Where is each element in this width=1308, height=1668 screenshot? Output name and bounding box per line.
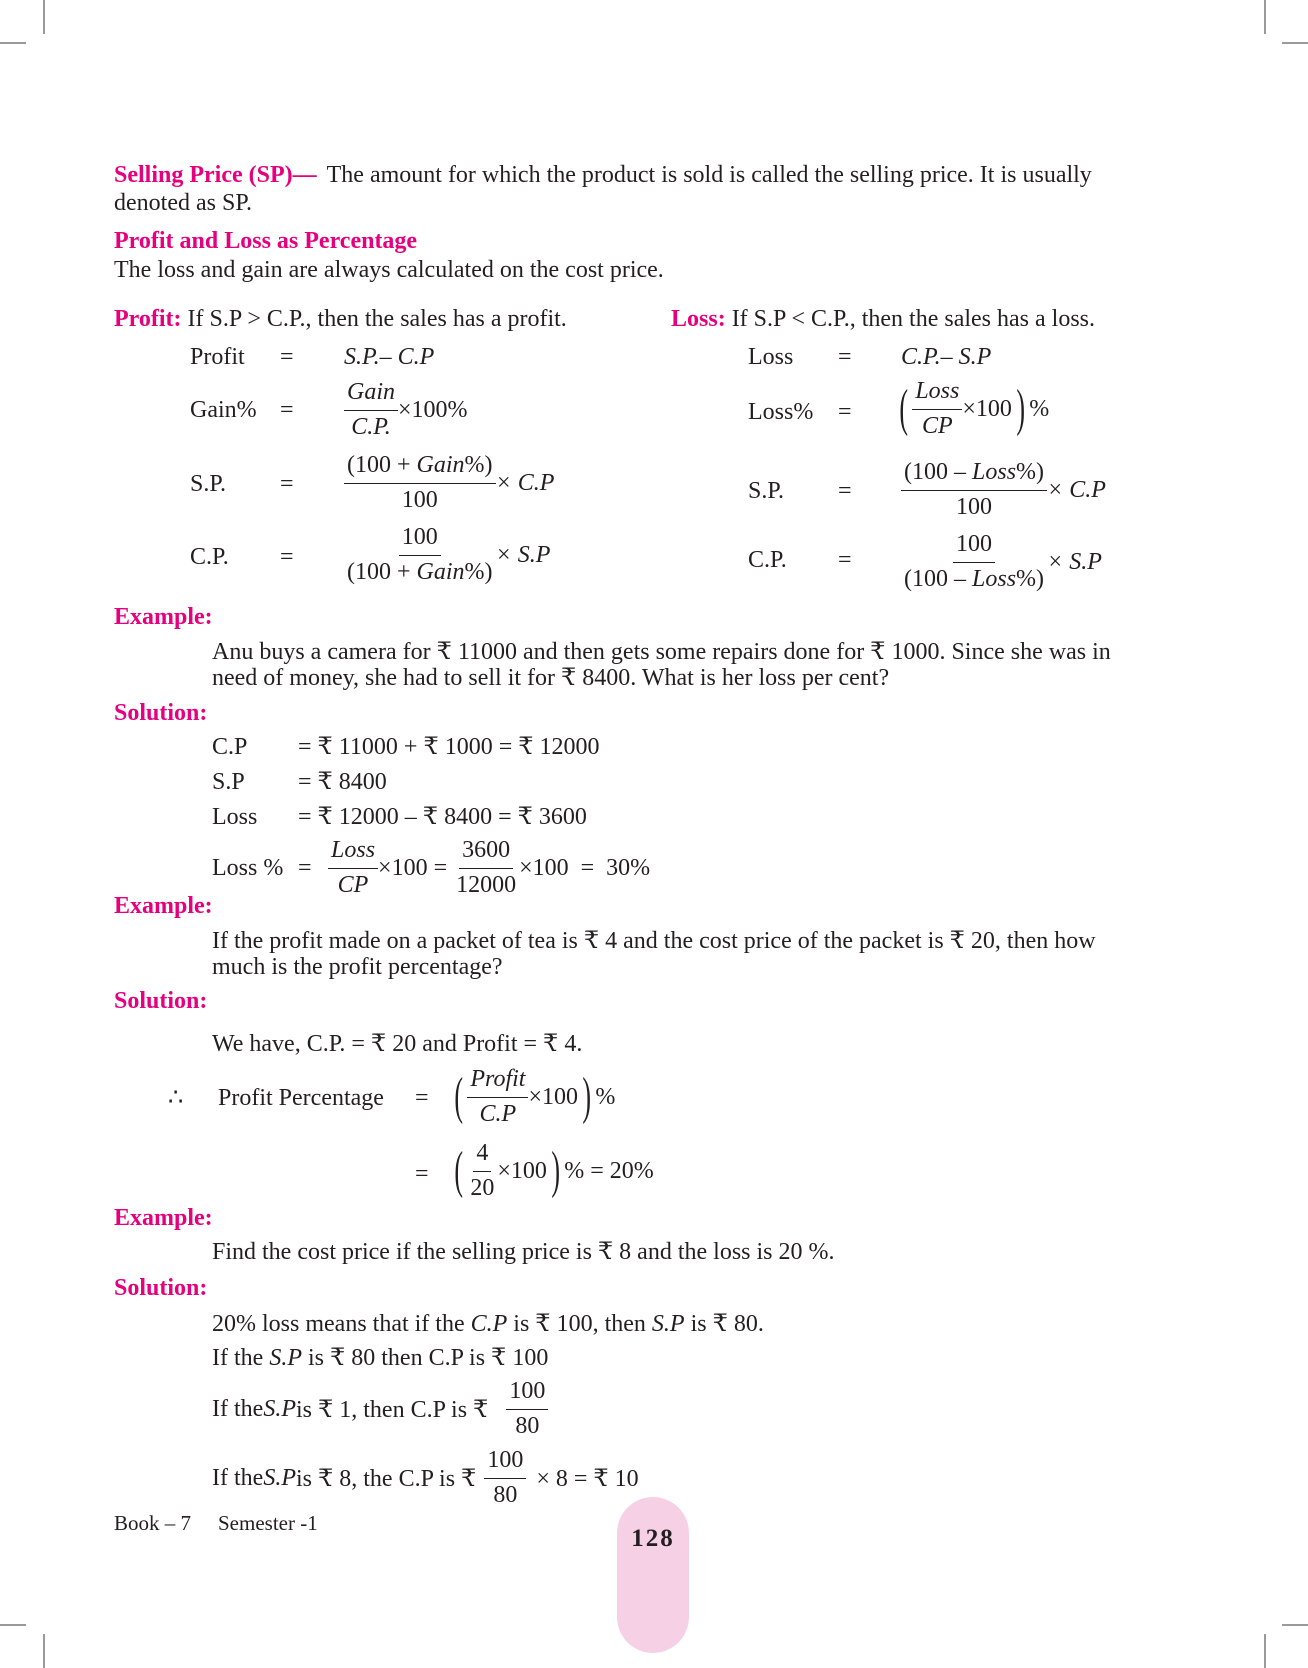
multiplier: ×100 [962, 395, 1012, 422]
crop-mark [1282, 1624, 1308, 1626]
loss-cp-formula [901, 531, 1102, 593]
multiplier: × S.P [1047, 548, 1102, 575]
example3-text: Find the cost price if the selling price is ₹ 8 and the loss is 20 %. [212, 1239, 835, 1265]
denominator: CP [922, 412, 953, 439]
denominator: CP [337, 871, 369, 898]
footer-semester: Semester -1 [218, 1511, 318, 1535]
profit-row3-eq: = [280, 471, 294, 497]
profit-sp-formula [344, 452, 554, 514]
loss-row1-lhs: Loss [748, 344, 794, 370]
denominator: (100 + Gain%) [347, 558, 493, 585]
loss-percent-formula [895, 378, 1049, 440]
profit-row2-eq: = [280, 397, 294, 423]
right-paren: ) [582, 1068, 591, 1126]
crop-mark [1264, 0, 1266, 34]
profit-row2-lhs: Gain% [190, 397, 257, 423]
loss-row2-lhs: Loss% [748, 399, 814, 425]
ex2-profit-pct-formula [450, 1066, 615, 1128]
fraction [901, 531, 1047, 593]
profit-row1-rhs: S.P.– C.P [344, 344, 435, 370]
profit-row1-eq: = [280, 344, 294, 370]
numerator: 4 [473, 1140, 491, 1172]
example-label: Example: [114, 893, 213, 919]
numerator: 3600 [459, 837, 513, 869]
loss-row2-eq: = [838, 399, 852, 425]
fraction [901, 459, 1047, 521]
example-label: Example: [114, 1205, 213, 1231]
profit-label: Profit: [114, 306, 182, 332]
sp-definition-line2: denoted as SP. [114, 190, 252, 216]
fraction [467, 1140, 497, 1202]
page-number: 128 [631, 1525, 675, 1552]
multiplier: × C.P [1047, 476, 1106, 503]
crop-mark [43, 0, 45, 34]
numerator: Loss [912, 378, 962, 410]
solution-label: Solution: [114, 1275, 208, 1301]
loss-row1-rhs: C.P.– S.P [901, 344, 992, 370]
left-paren: ( [454, 1068, 463, 1126]
multiplier: ×100 [497, 1157, 547, 1184]
numerator: 100 [506, 1378, 548, 1410]
result: % = 20% [564, 1157, 654, 1184]
denominator: 20 [470, 1174, 495, 1201]
numerator: Gain [344, 379, 398, 411]
numerator: 100 [399, 524, 441, 556]
ex1-loss-pct-formula [328, 837, 650, 899]
ex3-step2: If the S.P is ₹ 80 then C.P is ₹ 100 [212, 1345, 549, 1371]
loss-row1-eq: = [838, 344, 852, 370]
denominator: 80 [515, 1412, 540, 1439]
profit-row3-lhs: S.P. [190, 471, 227, 497]
profit-gain-percent-formula [344, 379, 468, 441]
numerator: (100 – Loss%) [901, 459, 1047, 491]
multiplier: × C.P [495, 469, 555, 496]
crop-mark [1282, 42, 1308, 44]
ex3-step3: If the S.P is ₹ 1, then C.P is ₹ $\frac{100}{80}$ [212, 1378, 548, 1440]
numerator: Loss [328, 837, 378, 869]
crop-mark [43, 1634, 45, 1668]
sp-definition-text: The amount for which the product is sold is called the selling price. It is usually [326, 162, 1092, 188]
result: ×100 = 30% [519, 854, 651, 881]
multiplier: ×100 = [378, 854, 448, 881]
solution-label: Solution: [114, 700, 208, 726]
right-paren: ) [1016, 380, 1025, 438]
percent-sign: % [1029, 395, 1050, 422]
ex3-step4: If the S.P is ₹ 8, the C.P is ₹ $\frac{100}{80}$ × 8 = ₹ 10 [212, 1447, 639, 1508]
crop-mark [0, 1624, 26, 1626]
example2-text-line2: much is the profit percentage? [212, 954, 503, 980]
ex1-loss-lhs: Loss [212, 804, 258, 830]
profit-row4-lhs: C.P. [190, 544, 229, 570]
profit-row1-lhs: Profit [190, 344, 245, 370]
fraction [484, 1447, 526, 1509]
fraction [344, 524, 496, 586]
ex1-cp-rhs: = ₹ 11000 + ₹ 1000 = ₹ 12000 [298, 734, 600, 760]
right-paren: ) [551, 1142, 560, 1200]
section-heading: Profit and Loss as Percentage [114, 228, 418, 254]
loss-row3-lhs: S.P. [748, 478, 785, 504]
numerator: Profit [467, 1066, 528, 1098]
denominator: 100 [401, 486, 438, 513]
ex1-loss-pct-eq: = [298, 855, 312, 881]
fraction [344, 379, 398, 441]
profit-row4-eq: = [280, 544, 294, 570]
ex2-result-formula [450, 1140, 654, 1202]
ex2-profit-pct-eq: = [415, 1085, 429, 1111]
fraction [506, 1378, 548, 1440]
example-label: Example: [114, 604, 213, 630]
loss-label: Loss: [671, 306, 726, 332]
denominator: (100 – Loss%) [904, 565, 1045, 592]
sp-definition-label: Selling Price (SP)— [114, 162, 317, 188]
crop-mark [1264, 1634, 1266, 1668]
multiplier: ×100 [528, 1083, 578, 1110]
numerator: 100 [484, 1447, 526, 1479]
fraction [912, 378, 962, 440]
ex3-step1: 20% loss means that if the C.P is ₹ 100, then S.P is ₹ 80. [212, 1311, 764, 1337]
page-number-tab [617, 1497, 689, 1653]
loss-row4-eq: = [838, 547, 852, 573]
loss-condition-text: If S.P < C.P., then the sales has a loss. [731, 306, 1095, 332]
fraction [453, 837, 519, 899]
example2-text-line1: If the profit made on a packet of tea is ₹ 4 and the cost price of the packet is ₹ 20, then how [212, 928, 1096, 954]
solution-label: Solution: [114, 988, 208, 1014]
therefore-symbol: ∴ [168, 1085, 184, 1111]
loss-sp-formula [901, 459, 1106, 521]
crop-mark [0, 42, 26, 44]
ex2-result-eq: = [415, 1161, 429, 1187]
profit-condition-text: If S.P > C.P., then the sales has a profit. [187, 306, 567, 332]
fraction [467, 1066, 528, 1128]
ex1-loss-pct-lhs: Loss % [212, 855, 284, 881]
loss-condition [671, 307, 1095, 331]
denominator: C.P. [351, 413, 391, 440]
fraction [344, 452, 496, 514]
ex2-given: We have, C.P. = ₹ 20 and Profit = ₹ 4. [212, 1031, 583, 1057]
profit-condition [114, 307, 567, 331]
section-note: The loss and gain are always calculated on the cost price. [114, 257, 664, 283]
denominator: 12000 [456, 871, 517, 898]
multiplier: ×100% [398, 396, 468, 423]
left-paren: ( [899, 380, 908, 438]
ex1-cp-lhs: C.P [212, 734, 248, 760]
loss-row4-lhs: C.P. [748, 547, 787, 573]
example1-text-line2: need of money, she had to sell it for ₹ 8400. What is her loss per cent? [212, 665, 890, 691]
percent-sign: % [595, 1083, 616, 1110]
multiplier: × S.P [495, 541, 551, 568]
example1-text-line1: Anu buys a camera for ₹ 11000 and then gets some repairs done for ₹ 1000. Since she was in [212, 639, 1111, 665]
fraction [328, 837, 378, 899]
denominator: C.P [479, 1100, 517, 1127]
sp-definition-line1 [114, 163, 1092, 187]
left-paren: ( [454, 1142, 463, 1200]
denominator: 80 [493, 1481, 518, 1508]
numerator: 100 [953, 531, 995, 563]
denominator: 100 [956, 493, 992, 520]
ex2-profit-pct-lhs: Profit Percentage [218, 1085, 384, 1111]
ex1-sp-lhs: S.P [212, 769, 245, 795]
profit-cp-formula [344, 524, 550, 586]
result: × 8 = ₹ 10 [536, 1465, 639, 1492]
ex1-loss-rhs: = ₹ 12000 – ₹ 8400 = ₹ 3600 [298, 804, 587, 830]
footer-book: Book – 7 [114, 1511, 192, 1535]
loss-row3-eq: = [838, 478, 852, 504]
numerator: (100 + Gain%) [344, 452, 496, 484]
ex1-sp-rhs: = ₹ 8400 [298, 769, 387, 795]
